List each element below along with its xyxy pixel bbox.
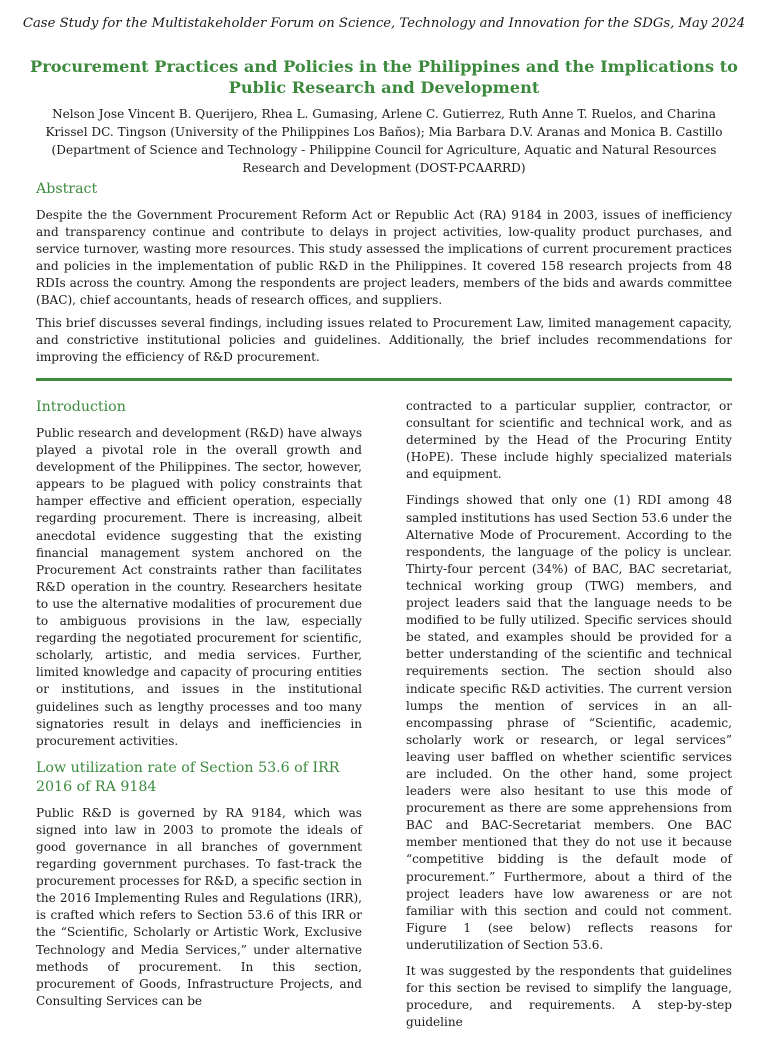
abstract-paragraph: Despite the the Government Procurement Reform Act or Republic Act (RA) 9184 in 2003, issues of inefficiency and transparency continue and contribute to delays in project activities, low-quality product purchases, and service turnover, wasting more resources. This study assessed the implications of current procurement practices and policies in the implementation of public R&D in the Philippines. It covered 158 research projects from 48 RDIs across the country. Among the respondents are project leaders, members of the bids and awards committee (BAC), chief accountants, heads of research offices, and suppliers.: [36, 208, 732, 308]
section-divider: [36, 378, 732, 381]
right-paragraph: Findings showed that only one (1) RDI among 48 sampled institutions has used Section 53.6 under the Alternative Mode of Procurement. According to the respondents, the language of the policy is unclear. Thirty-four percent (34%) of BAC, BAC secretariat, technical working group (TWG) members, and project leaders said that the language needs to be modified to be fully utilized. Specific services should be stated, and examples should be provided for a better understanding of the scientific and technical requirements section. The section should also indicate specific R&D activities. The current version lumps the mention of services in an all-encompassing phrase of “Scientific, academic, scholarly work or research, or legal services” leaving user baffled on whether scientific services are included. On the other hand, some project leaders were also hesitant to use this mode of procurement as there are some apprehensions from BAC and BAC-Secretariat members. One BAC member mentioned that they do not use it because “competitive bidding is the default mode of procurement.” Furthermore, about a third of the project leaders have low awareness or are not familiar with this section and could not comment. Figure 1 (see below) reflects reasons for underutilization of Section 53.6.: [406, 493, 732, 952]
right-column: [406, 398, 732, 1040]
right-paragraph: It was suggested by the respondents that guidelines for this section be revised to simplify the language, procedure, and requirements. A step-by-step guideline: [406, 964, 732, 1030]
section-53-6-paragraph: Public R&D is governed by RA 9184, which was signed into law in 2003 to promote the ideals of good governance in all branches of government regarding government purchases. To fast-track the procurement processes for R&D, a specific section in the 2016 Implementing Rules and Regulations (IRR), is crafted which refers to Section 53.6 of this IRR or the “Scientific, Scholarly or Artistic Work, Exclusive Technology and Media Services,” under alternative methods of procurement. In this section, procurement of Goods, Infrastructure Projects, and Consulting Services can be: [36, 805, 362, 1008]
article-title: Procurement Practices and Policies in the Philippines and the Implications to Public Research and Development: [30, 57, 738, 97]
introduction-paragraph: Public research and development (R&D) have always played a pivotal role in the overall growth and development of the Philippines. The sector, however, appears to be plagued with policy constraints that hamper effective and efficient operation, especially regarding procurement. There is increasing, albeit anecdotal evidence suggesting that the existing financial management system anchored on the Procurement Act constraints rather than facilitates R&D operation in the country. Researchers hesitate to use the alternative modalities of procurement due to ambiguous provisions in the law, especially regarding the negotiated procurement for scientific, scholarly, artistic, and media services. Further, limited knowledge and capacity of procuring entities or institutions, and issues in the institutional guidelines such as lengthy processes and too many signatories result in delays and inefficiencies in procurement activities.: [36, 426, 362, 748]
right-paragraph: contracted to a particular supplier, contractor, or consultant for scientific and technical work, and as determined by the Head of the Procuring Entity (HoPE). These include highly specialized materials and equipment.: [406, 399, 732, 482]
section-53-6-heading: Low utilization rate of Section 53.6 of IRR 2016 of RA 9184: [36, 759, 340, 795]
abstract-body: [36, 207, 732, 371]
left-column: [36, 398, 362, 1019]
running-header: Case Study for the Multistakeholder Forum on Science, Technology and Innovation for the SDGs, May 2024: [22, 16, 746, 31]
introduction-heading: Introduction: [36, 399, 126, 415]
abstract-paragraph: This brief discusses several findings, including issues related to Procurement Law, limited management capacity, and constrictive institutional policies and guidelines. Additionally, the brief includes recommendations for improving the efficiency of R&D procurement.: [36, 315, 732, 364]
author-list: Nelson Jose Vincent B. Querijero, Rhea L. Gumasing, Arlene C. Gutierrez, Ruth Anne T. Ruelos, and Charina Krissel DC. Tingson (University of the Philippines Los Baños); Mia Barbara D.V. Aranas and Monica B. Castillo (Department of Science and Technology - Philippine Council for Agriculture, Aquatic and Natural Resources Research and Development (DOST-PCAARRD): [45, 107, 723, 175]
abstract-heading: Abstract: [36, 181, 98, 197]
